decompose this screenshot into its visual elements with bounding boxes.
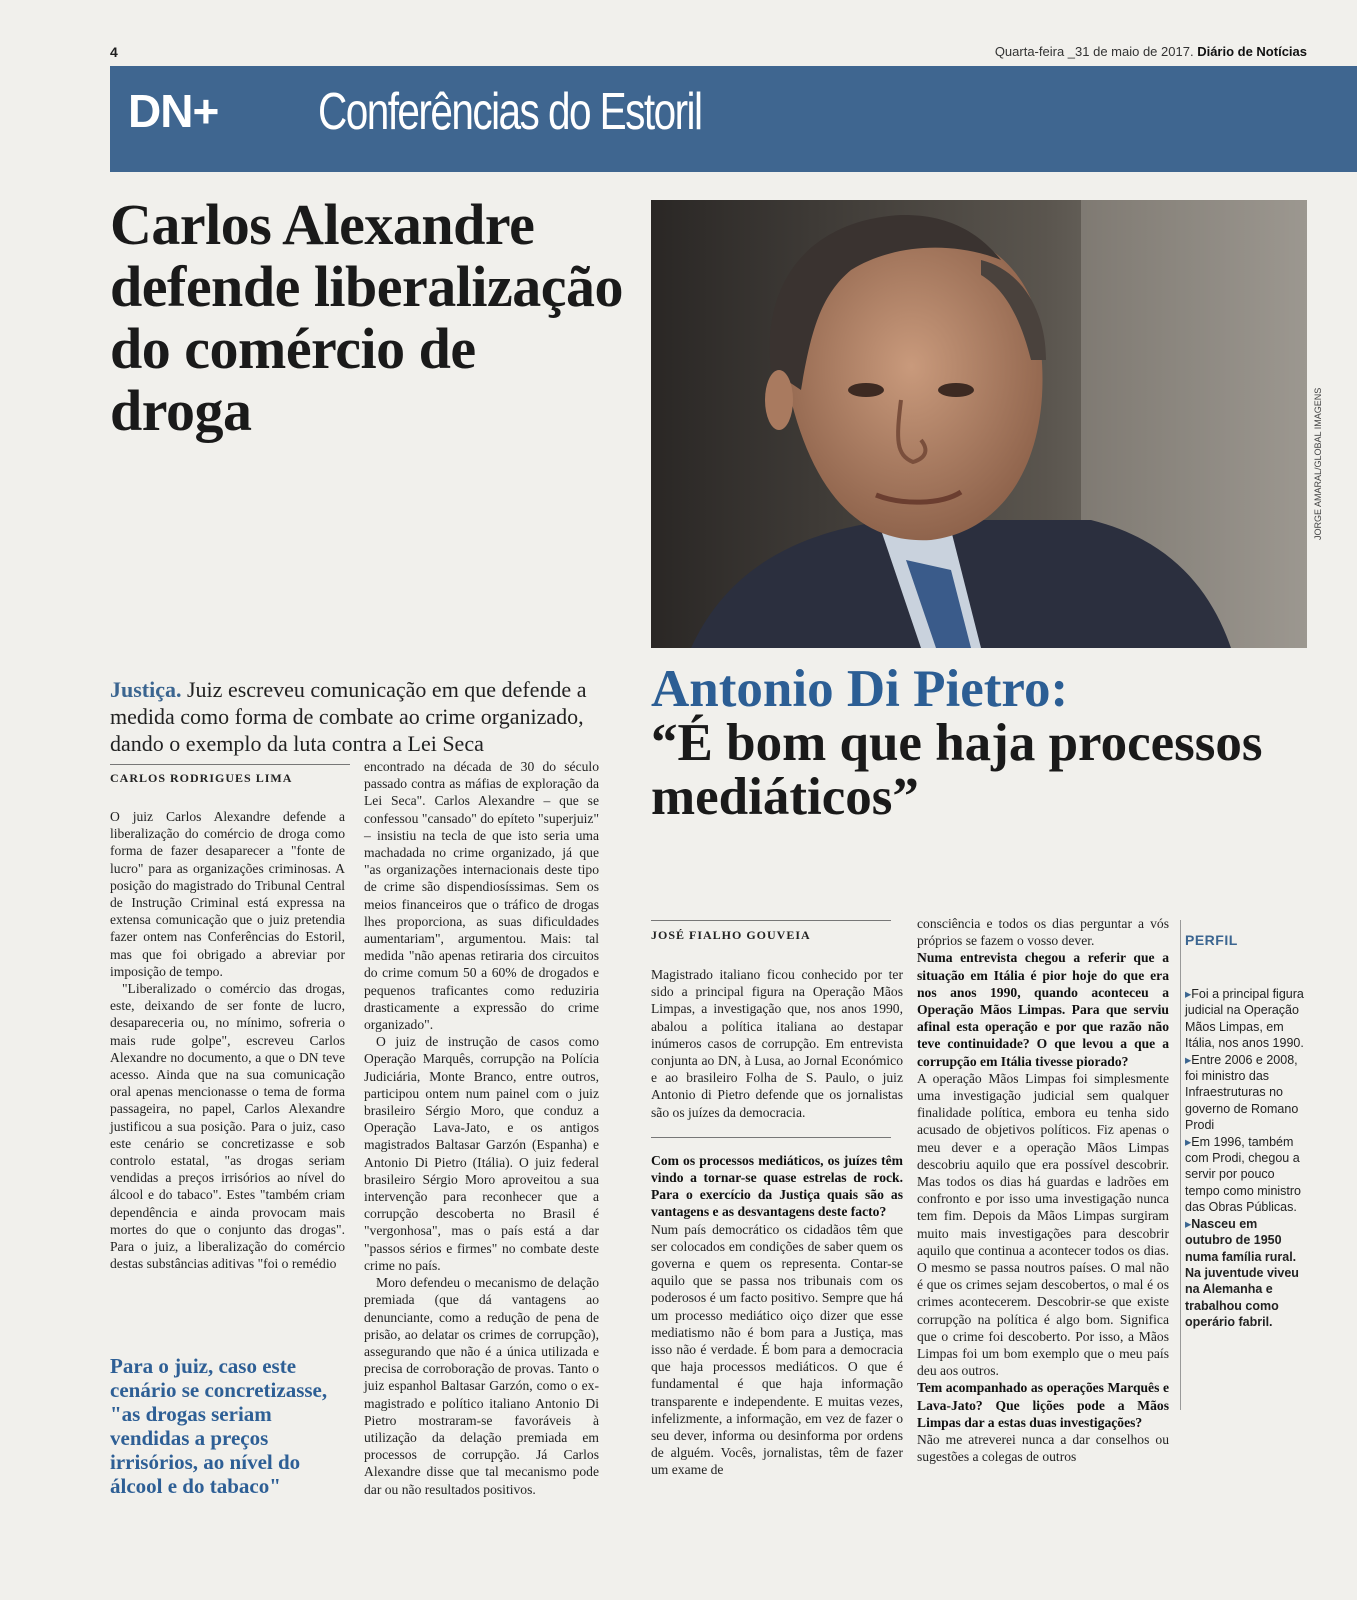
answer: Num país democrático os cidadãos têm que ser colocados em condições de saber quem os governa e quem os representa. Contar-se aquilo que se passa nos tribunais com os poderosos é um facto positivo. Sempre que há um processo mediático oiço dizer que esse mediatismo não é bom para a Justiça, mas isso não é verdade. É bom para a democracia que haja processos mediáticos. O que é fundamental é que haja informação transparente e independente. E muitas vezes, infelizmente, a informação, em vez de fazer o seu dever, informa ou desinforma por ordens de alguém. Vocês, jornalistas, têm de fazer um exame de bbox=[651, 1221, 903, 1478]
section-title: Conferências do Estoril bbox=[318, 83, 702, 141]
article1-column-1 bbox=[110, 808, 345, 1272]
headline-di-pietro bbox=[651, 662, 1351, 824]
perfil-item-text: Em 1996, também com Prodi, chegou a servir por pouco tempo como ministro das Obras Públicas. bbox=[1185, 1134, 1302, 1215]
answer: Não me atreverei nunca a dar conselhos ou sugestões a colegas de outros bbox=[917, 1432, 1169, 1465]
question: Tem acompanhado as operações Marquês e Lava-Jato? Que lições pode a Mãos Limpas dar a estas duas investigações? bbox=[917, 1380, 1169, 1430]
bullet-triangle-icon: ▸ bbox=[1185, 987, 1192, 1001]
article-lead bbox=[110, 676, 625, 757]
perfil-item bbox=[1185, 1134, 1305, 1216]
bullet-triangle-icon: ▸ bbox=[1185, 1052, 1192, 1067]
pull-quote: Para o juiz, caso este cenário se concretizasse, "as drogas seriam vendidas a preços irrisórios, ao nível do álcool e do tabaco" bbox=[110, 1354, 328, 1498]
article2-column-1 bbox=[651, 966, 903, 1479]
perfil-item-text: Nasceu em outubro de 1950 numa família rural. Na juventude viveu na Alemanha e trabalhou como operário fabril. bbox=[1185, 1216, 1299, 1330]
article1-column-2 bbox=[364, 758, 599, 1498]
answer-continued: consciência e todos os dias perguntar a vós próprios se fazem o vosso dever. bbox=[917, 916, 1169, 949]
perfil-item-text: Foi a principal figura judicial na Operação Mãos Limpas, em Itália, nos anos 1990. bbox=[1185, 987, 1304, 1051]
divider bbox=[651, 1137, 891, 1138]
question: Numa entrevista chegou a referir que a situação em Itália é pior hoje do que era nos anos 1990, quando aconteceu a Operação Mãos Limpas. Para que serviu afinal esta operação e por que razão não teve continuidade? O que levou a que a corrupção em Itália tivesse piorado? bbox=[917, 950, 1169, 1069]
dateline bbox=[995, 44, 1307, 59]
photo-credit: JORGE AMARAL/GLOBAL IMAGENS bbox=[1313, 387, 1323, 540]
article2-column-2 bbox=[917, 915, 1169, 1466]
newspaper-name: Diário de Notícias bbox=[1197, 44, 1307, 59]
paragraph: encontrado na década de 30 do século passado contra as máfias de exploração da Lei Seca". Carlos Alexandre – que se confessou "cansado" do epíteto "superjuiz" – insistiu na tecla de que isto seria uma machadada no crime organizado, já que "as organizações internacionais deste tipo de crime são dispendiosíssimas. Sem os meios financeiros que o tráfico de drogas lhes proporciona, as suas dificuldades aumentariam", argumentou. Mais: tal medida "não apenas retiraria dos circuitos do crime comum 50 a 60% de drogados e pequenos traficantes como reduziria drasticamente a expressão do crime organizado". bbox=[364, 759, 599, 1033]
divider bbox=[110, 764, 350, 765]
headline-quote: “É bom que haja processos mediáticos” bbox=[651, 714, 1263, 826]
paragraph: Moro defendeu o mecanismo de delação premiada (que dá vantagens ao denunciante, como a redução de pena de prisão, ao delatar os crimes de corrupção), assegurando que não é a única utilizada e precisa de corroboração de provas. Tanto o juiz espanhol Baltasar Garzón, como o ex-magistrado e político italiano Antonio Di Pietro mostraram-se favoráveis à utilização da delação premiada em processos de corrupção. Já Carlos Alexandre disse que tal mecanismo pode dar ou não resultados positivos. bbox=[364, 1275, 599, 1497]
lead-text: Juiz escreveu comunicação em que defende a medida como forma de combate ao crime organizado, dando o exemplo da luta contra a Lei Seca bbox=[110, 677, 587, 756]
question: Com os processos mediáticos, os juízes têm vindo a tornar-se quase estrelas de rock. Para o exercício da Justiça quais são as vantagens e as desvantagens deste facto? bbox=[651, 1152, 903, 1220]
perfil-item bbox=[1185, 1052, 1305, 1134]
portrait-illustration bbox=[651, 200, 1307, 648]
headline-carlos-alexandre: Carlos Alexandre defende liberalização do comércio de droga bbox=[110, 192, 624, 443]
byline-article2: JOSÉ FIALHO GOUVEIA bbox=[651, 928, 811, 942]
perfil-heading: PERFIL bbox=[1185, 932, 1238, 948]
kicker: Justiça. bbox=[110, 677, 182, 702]
answer: A operação Mãos Limpas foi simplesmente uma investigação judicial sem qualquer finalidade política, embora eu tenha sido acusado de objetivos políticos. Fiz apenas o meu dever e a operação Mãos Limpas descobriu aquilo que era possível descobrir. Mas todos os dias há guardas e ladrões em confronto e por isso uma investigação nunca tem fim. Depois da Mãos Limpas surgiram muito mais investigações para descobrir aquilo que continua a acontecer todos os dias. O mesmo se passa noutros países. O mal não é que os crimes sejam descobertos, o mal é os crimes acontecerem. Descobrir-se que existe corrupção na política é algo bom. Significa que o crime foi descoberto. Por isso, a Mãos Limpas foi um bom exemplo que o meu país deu aos outros. bbox=[917, 1070, 1169, 1379]
page-number: 4 bbox=[110, 44, 118, 60]
perfil-item bbox=[1185, 1216, 1305, 1331]
divider bbox=[651, 920, 891, 921]
paragraph: "Liberalizado o comércio das drogas, este, deixando de ser fonte de lucro, desapareceria ou, no mínimo, sofreria o mais rude golpe", escreveu Carlos Alexandre no documento, a que o DN teve acesso. Ainda que na sua comunicação oral apenas mencionasse o tema de forma passageira, no papel, Carlos Alexandre justificou a sua posição. Para o juiz, caso este cenário se concretizasse e sob controlo estatal, "as drogas seriam vendidas a preços irrisórios ao nível do álcool e do tabaco". Estes "também criam dependência e ainda provocam mais mortes do que o conjunto das drogas". Para o juiz, a liberalização do comércio destas substâncias aditivas "foi o remédio bbox=[110, 981, 345, 1272]
paragraph: O juiz de instrução de casos como Operação Marquês, corrupção na Polícia Judiciária, Monte Branco, entre outros, participou ontem num painel com o juiz brasileiro Sérgio Moro, que conduz a Operação Lava-Jato, e os antigos magistrados Baltasar Garzón (Espanha) e Antonio Di Pietro (Itália). O juiz federal brasileiro Sérgio Moro aproveitou a sua intervenção para reconhecer que a corrupção descoberta no Brasil é "vergonhosa", mas o país está a dar "passos sérios e firmes" no combate deste crime no país. bbox=[364, 1034, 599, 1273]
brand-logo: DN+ bbox=[128, 85, 219, 137]
bullet-triangle-icon: ▸ bbox=[1185, 1134, 1192, 1149]
sidebar-rule bbox=[1180, 920, 1181, 1410]
headline-name: Antonio Di Pietro: bbox=[651, 660, 1069, 718]
perfil-item bbox=[1185, 986, 1305, 1052]
perfil-item-text: Entre 2006 e 2008, foi ministro das Infraestruturas no governo de Romano Prodi bbox=[1185, 1052, 1299, 1133]
perfil-list bbox=[1185, 986, 1305, 1331]
intro-paragraph: Magistrado italiano ficou conhecido por ter sido a principal figura na Operação Mãos Limpas, a investigação que, nos anos 1990, abalou a política italiana ao destapar inúmeros casos de corrupção. Em entrevista conjunta ao DN, à Lusa, ao Jornal Económico e ao brasileiro Folha de S. Paulo, o juiz Antonio di Pietro defende que os jornalistas são os juízes da democracia. bbox=[651, 967, 903, 1120]
byline-article1: CARLOS RODRIGUES LIMA bbox=[110, 771, 293, 785]
bullet-triangle-icon: ▸ bbox=[1185, 1216, 1192, 1231]
portrait-photo bbox=[651, 200, 1307, 648]
paragraph: O juiz Carlos Alexandre defende a liberalização do comércio de droga como forma de fazer desaparecer a "fonte de lucro" para as organizações criminosas. A posição do magistrado do Tribunal Central de Instrução Criminal está expressa na extensa comunicação que o juiz pretendia fazer ontem nas Conferências do Estoril, mas que foi obrigado a abreviar por imposição de tempo. bbox=[110, 809, 345, 979]
section-banner bbox=[110, 66, 1357, 172]
date: Quarta-feira _31 de maio de 2017. bbox=[994, 44, 1194, 59]
